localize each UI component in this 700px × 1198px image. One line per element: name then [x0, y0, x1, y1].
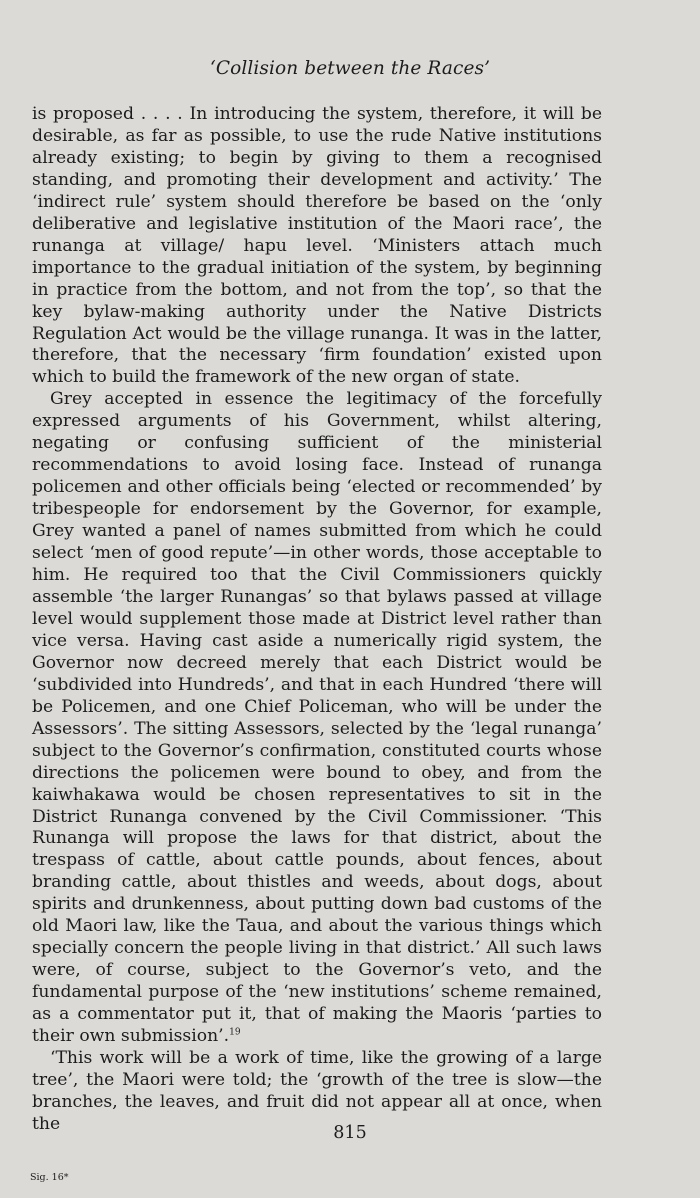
footnote-marker: 19	[229, 1027, 241, 1038]
paragraph-3-text: ‘This work will be a work of time, like the growing of a large tree’, the Maori were told; the ‘growth of the tree is slow—the branches, the leaves, and fruit did not appear all at once, when the	[32, 1047, 602, 1134]
page-number: 815	[333, 1123, 367, 1143]
running-head: ‘Collision between the Races’	[209, 58, 491, 79]
paragraph-1-text: is proposed . . . . In introducing the system, therefore, it will be desirable, as far as possible, to use the rude Native institutions already existing; to begin by giving to them a recognised standing, and promoting their development and activity.’ The ‘indirect rule’ system should therefore be based on the ‘only deliberative and legislative institution of the Maori race’, the runanga at village/ hapu level. ‘Ministers attach much importance to the gradual initiation of the system, by beginning in practice from the bottom, and not from the top’, so that the key bylaw-making authority under the Native Districts Regulation Act would be the village runanga. It was in the latter, therefore, that the necessary ‘firm foundation’ existed upon which to build the framework of the new organ of state.	[32, 104, 602, 388]
body-text	[32, 104, 602, 1136]
paragraph-2	[32, 389, 602, 1048]
signature-mark: Sig. 16*	[30, 1172, 69, 1183]
paragraph-1	[32, 104, 602, 389]
paragraph-2-text: Grey accepted in essence the legitimacy of the forcefully expressed arguments of his Government, whilst altering, negating or confusing sufficient of the ministerial recommendations to avoid losing face. Instead of runanga policemen and other officials being ‘elected or recommended’ by tribespeople for endorsement by the Governor, for example, Grey wanted a panel of names submitted from which he could select ‘men of good repute’—in other words, those acceptable to him. He required too that the Civil Commissioners quickly assemble ‘the larger Runangas’ so that bylaws passed at village level would supplement those made at District level rather than vice versa. Having cast aside a numerically rigid system, the Governor now decreed merely that each District would be ‘subdivided into Hundreds’, and that in each Hundred ‘there will be Policemen, and one Chief Policeman, who will be under the Assessors’. The sitting Assessors, selected by the ‘legal runanga’ subject to the Governor’s confirmation, constituted courts whose directions the policemen were bound to obey, and from the kaiwhakawa would be chosen representatives to sit in the District Runanga convened by the Civil Commissioner. ‘This Runanga will propose the laws for that district, about the trespass of cattle, about cattle pounds, about fences, about branding cattle, about thistles and weeds, about dogs, about spirits and drunkenness, about putting down bad customs of the old Maori law, like the Taua, and about the various things which specially concern the people living in that district.’ All such laws were, of course, subject to the Governor’s veto, and the fundamental purpose of the ‘new institutions’ scheme remained, as a commentator put it, that of making the Maoris ‘parties to their own submission’.	[32, 389, 602, 1047]
